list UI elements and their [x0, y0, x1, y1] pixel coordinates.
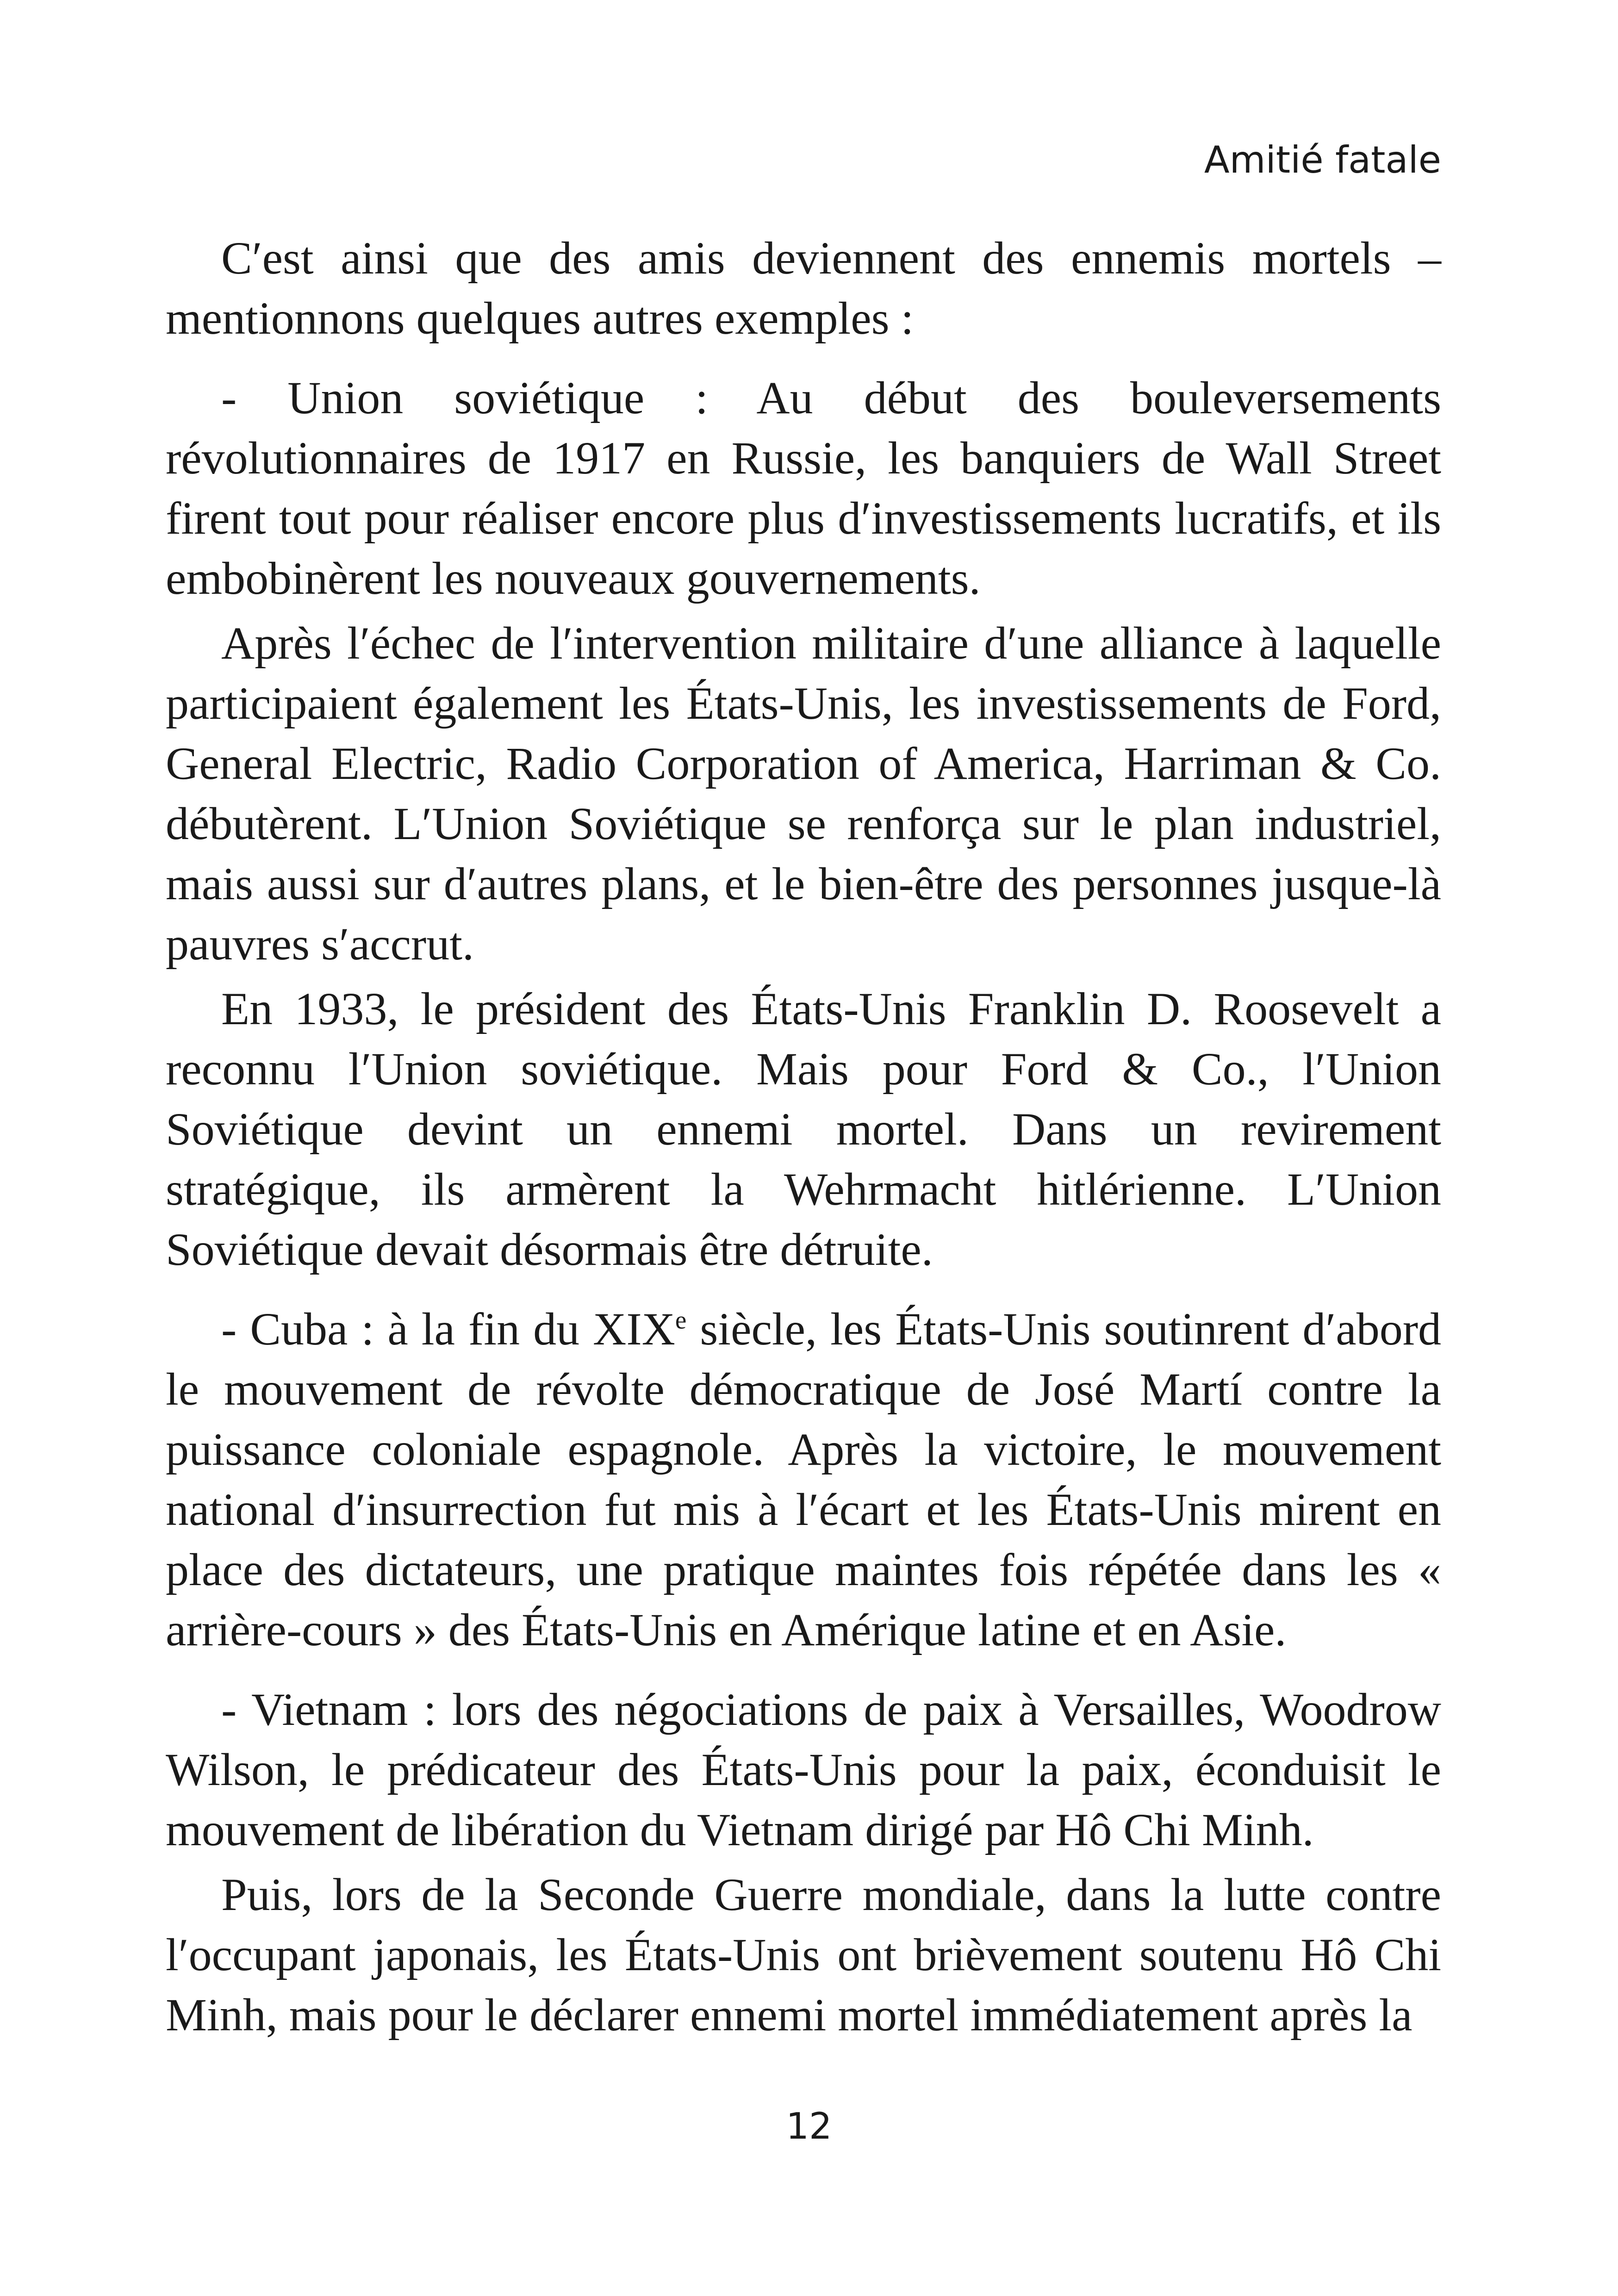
- running-title: Amitié fatale: [1204, 138, 1441, 181]
- paragraph-cuba: [166, 1299, 1441, 1660]
- paragraph-investissements: Après l′échec de l′intervention militaire d′une alliance à laquelle participaient également les États-Unis, les investissements de Ford, General Electric, Radio Corporation of America, Harriman & Co. débutèrent. L′Union Soviétique se renforça sur le plan industriel, mais aussi sur d′autres plans, et le bien-être des personnes jusque-là pauvres s′accrut.: [166, 617, 1441, 970]
- paragraph-roosevelt: En 1933, le président des États-Unis Franklin D. Roosevelt a reconnu l′Union soviétique. Mais pour Ford & Co., l′Union Soviétique devint un ennemi mortel. Dans un revirement stratégique, ils armèrent la Wehrmacht hitlérienne. L′Union Soviétique devait désormais être détruite.: [166, 983, 1441, 1275]
- paragraph-vietnam: - Vietnam : lors des négociations de paix à Versailles, Woodrow Wilson, le prédicateur des États-Unis pour la paix, éconduisit le mouvement de libération du Vietnam dirigé par Hô Chi Minh.: [166, 1684, 1441, 1855]
- page-number: 12: [786, 2106, 832, 2147]
- body-text: [166, 228, 1441, 2045]
- cuba-text-start: - Cuba : à la fin du XIX: [221, 1303, 675, 1355]
- paragraph-seconde-guerre: Puis, lors de la Seconde Guerre mondiale, dans la lutte contre l′occupant japonais, les États-Unis ont brièvement soutenu Hô Chi Minh, mais pour le déclarer ennemi mortel immédiatement après la: [166, 1869, 1441, 2041]
- cuba-text-end: siècle, les États-Unis soutinrent d′abord le mouvement de révolte démocratique de José Martí contre la puissance coloniale espagnole. Après la victoire, le mouvement national d′insurrection fut mis à l′écart et les États-Unis mirent en place des dictateurs, une pratique maintes fois répétée dans les « arrière-cours » des États-Unis en Amérique latine et en Asie.: [166, 1303, 1441, 1655]
- paragraph-union-sovietique: - Union soviétique : Au début des bouleversements révolutionnaires de 1917 en Russie, les banquiers de Wall Street firent tout pour réaliser encore plus d′investissements lucratifs, et ils embobinèrent les nouveaux gouvernements.: [166, 372, 1441, 604]
- century-superscript: e: [675, 1306, 687, 1334]
- paragraph-intro: C′est ainsi que des amis deviennent des ennemis mortels – mentionnons quelques autres exemples :: [166, 232, 1441, 344]
